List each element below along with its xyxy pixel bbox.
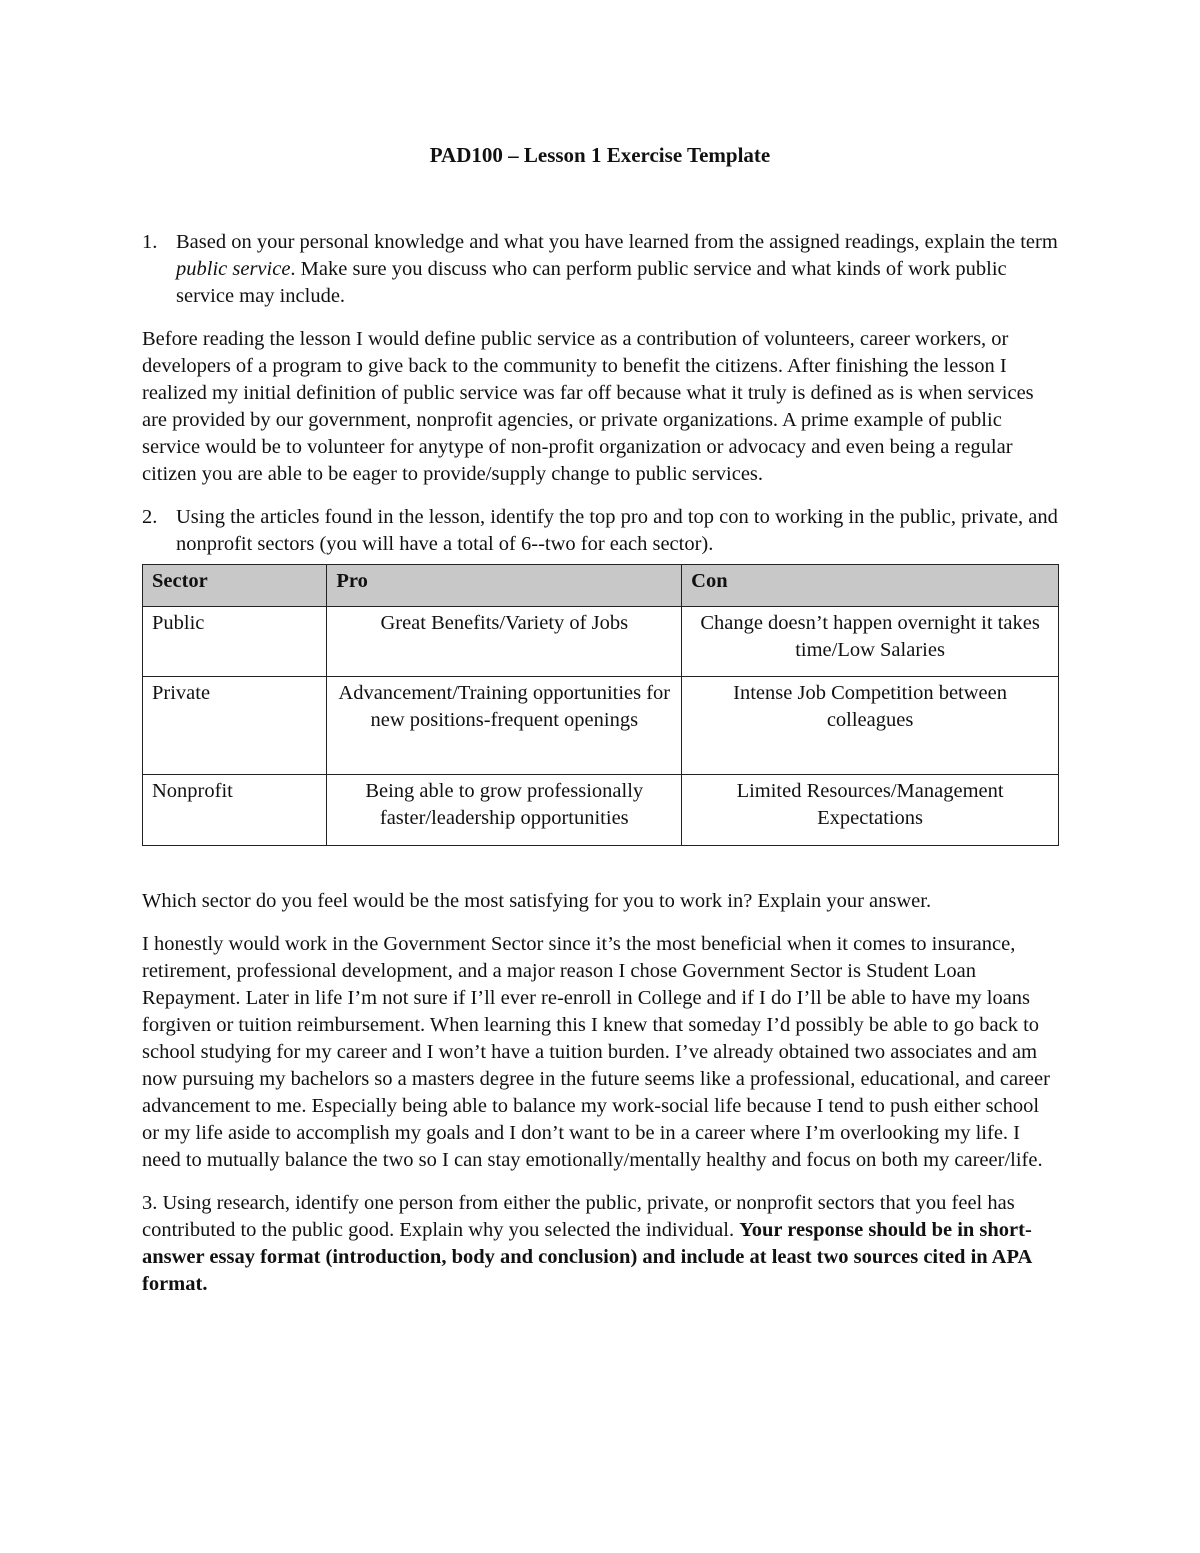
answer-1: Before reading the lesson I would define public service as a contribution of volunteers, career workers, or developers of a program to give back to the community to benefit the citizens. After finishing the lesson I realized my initial definition of public service was far off because what it truly is defined as is when services are provided by our government, nonprofit agencies, or private organizations. A prime example of public service would be to volunteer for anytype of non-profit organization or advocacy and even being a regular citizen you are able to be eager to provide/supply change to public services. — [142, 328, 1034, 485]
question-1-text-end: . Make sure you discuss who can perform public service and what kinds of work public service may include. — [176, 258, 1007, 307]
table-cell-sector: Public — [143, 607, 327, 677]
table-row — [143, 677, 1059, 775]
table-cell-con: Intense Job Competition between colleagues — [682, 677, 1059, 775]
question-1-text — [176, 229, 1058, 310]
question-3-instructions: Your response should be in short-answer essay format (introduction, body and conclusion) and include at least two sources cited in APA format. — [142, 1219, 1032, 1295]
table-header-pro: Pro — [327, 565, 682, 607]
question-3 — [142, 1190, 1058, 1298]
table-header-con: Con — [682, 565, 1059, 607]
question-2 — [142, 504, 1058, 558]
table-cell-sector: Nonprofit — [143, 775, 327, 846]
sectors-table — [142, 564, 1059, 846]
document-title: PAD100 – Lesson 1 Exercise Template — [429, 143, 771, 167]
question-1-number: 1. — [142, 231, 158, 253]
question-1 — [142, 229, 1058, 310]
table-cell-pro: Great Benefits/Variety of Jobs — [327, 607, 682, 677]
question-2-number: 2. — [142, 506, 158, 528]
table-cell-con: Change doesn’t happen overnight it takes time/Low Salaries — [682, 607, 1059, 677]
table-cell-pro: Advancement/Training opportunities for new positions-frequent openings — [327, 677, 682, 775]
table-row — [143, 607, 1059, 677]
question-2-text: Using the articles found in the lesson, identify the top pro and top con to working in the public, private, and nonprofit sectors (you will have a total of 6--two for each sector). — [176, 506, 1058, 555]
table-cell-sector: Private — [143, 677, 327, 775]
table-cell-con: Limited Resources/Management Expectations — [682, 775, 1059, 846]
question-1-text-start: Based on your personal knowledge and what you have learned from the assigned readings, explain the term — [176, 231, 1058, 253]
table-cell-pro: Being able to grow professionally faster/leadership opportunities — [327, 775, 682, 846]
document-body — [142, 229, 1058, 1298]
table-header-row — [143, 565, 1059, 607]
table-header-sector: Sector — [143, 565, 327, 607]
question-2-followup: Which sector do you feel would be the most satisfying for you to work in? Explain your answer. — [142, 890, 932, 912]
table-row — [143, 775, 1059, 846]
question-1-emphasis: public service — [176, 258, 291, 280]
question-3-text: 3. Using research, identify one person from either the public, private, or nonprofit sectors that you feel has contributed to the public good. Explain why you selected the individual. — [142, 1192, 1015, 1241]
answer-2: I honestly would work in the Government Sector since it’s the most beneficial when it comes to insurance, retirement, professional development, and a major reason I chose Government Sector is Student Loan Repayment. Later in life I’m not sure if I’ll ever re-enroll in College and if I do I’ll be able to have my loans forgiven or tuition reimbursement. When learning this I knew that someday I’d possibly be able to go back to school studying for my career and I won’t have a tuition burden. I’ve already obtained two associates and am now pursuing my bachelors so a masters degree in the future seems like a professional, educational, and career advancement to me. Especially being able to balance my work-social life because I tend to push either school or my life aside to accomplish my goals and I don’t want to be in a career where I’m overlooking my life. I need to mutually balance the two so I can stay emotionally/mentally healthy and focus on both my career/life. — [142, 933, 1050, 1171]
